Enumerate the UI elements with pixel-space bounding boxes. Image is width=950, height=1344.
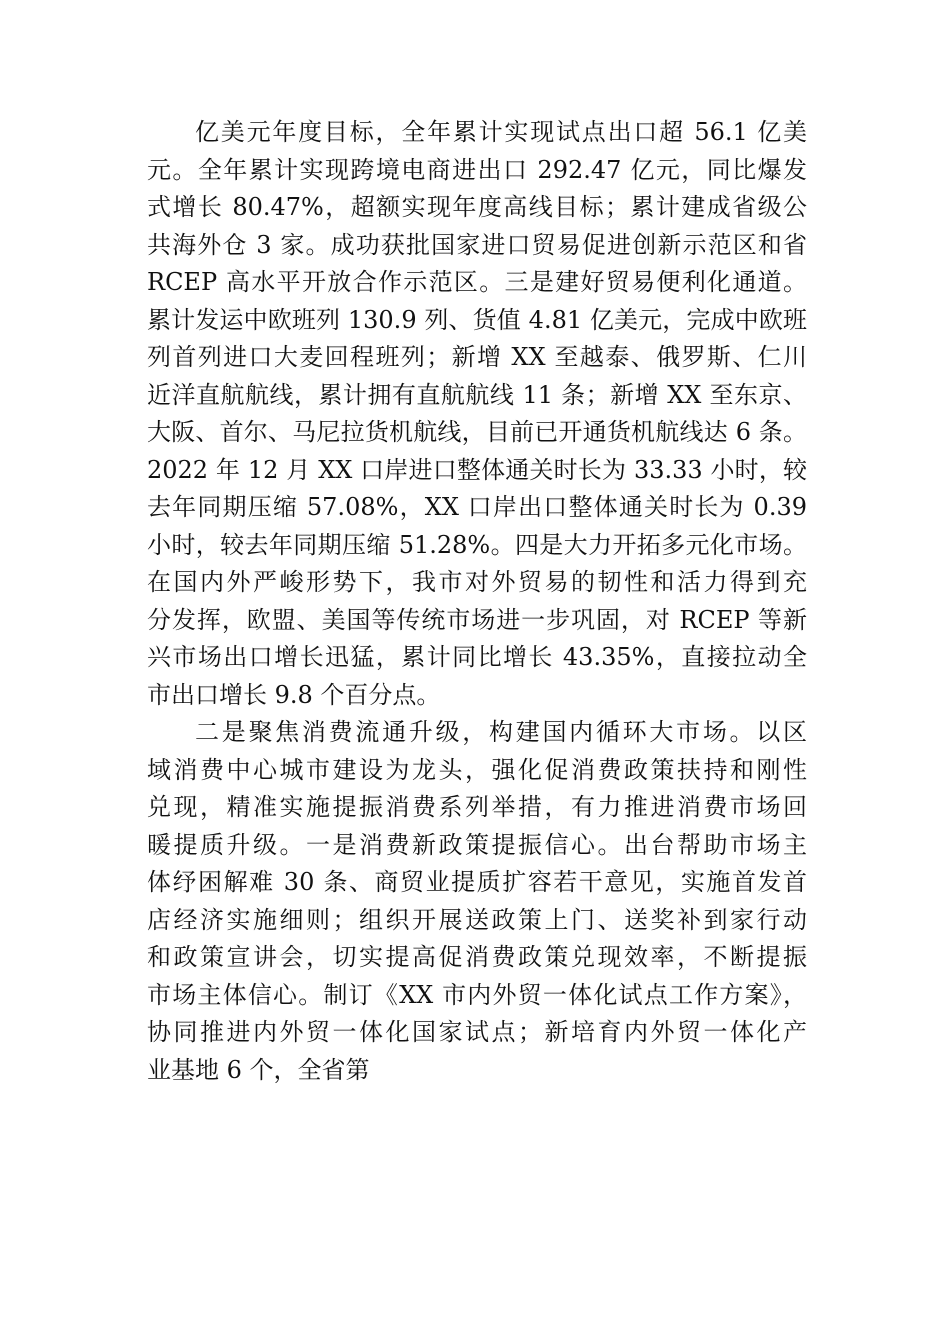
text-line: RCEP 高水平开放合作示范区。三是建好贸易便利化通道。 <box>147 268 807 296</box>
text-line: 累计发运中欧班列 130.9 列、货值 4.81 亿美元，完成中欧班 <box>147 305 807 334</box>
text-line: 列首列进口大麦回程班列；新增 XX 至越泰、俄罗斯、仁川 <box>147 343 807 371</box>
text-line: 兑现，精准实施提振消费系列举措，有力推进消费市场回 <box>147 793 807 821</box>
text-line: 协同推进内外贸一体化国家试点；新培育内外贸一体化产 <box>147 1018 807 1046</box>
text-line: 店经济实施细则；组织开展送政策上门、送奖补到家行动 <box>147 905 807 934</box>
text-line: 域消费中心城市建设为龙头，强化促消费政策扶持和刚性 <box>147 755 807 784</box>
text-line: 共海外仓 3 家。成功获批国家进口贸易促进创新示范区和省 <box>147 230 807 259</box>
text-line: 业基地 6 个，全省第 <box>147 1055 370 1084</box>
text-line: 元。全年累计实现跨境电商进出口 292.47 亿元，同比爆发 <box>147 155 807 184</box>
paragraph-foreign-trade <box>147 114 807 714</box>
text-line: 体纾困解难 30 条、商贸业提质扩容若干意见，实施首发首 <box>147 868 807 896</box>
paragraph-consumption <box>147 714 807 1089</box>
text-line: 兴市场出口增长迅猛，累计同比增长 43.35%，直接拉动全 <box>147 643 807 671</box>
text-line: 市出口增长 9.8 个百分点。 <box>147 680 441 709</box>
text-line: 近洋直航航线，累计拥有直航航线 11 条；新增 XX 至东京、 <box>147 380 807 409</box>
text-line: 二是聚焦消费流通升级，构建国内循环大市场。以区 <box>195 718 807 746</box>
text-line: 暖提质升级。一是消费新政策提振信心。出台帮助市场主 <box>147 830 807 859</box>
text-line: 亿美元年度目标，全年累计实现试点出口超 56.1 亿美 <box>195 118 807 146</box>
text-line: 去年同期压缩 57.08%，XX 口岸出口整体通关时长为 0.39 <box>147 493 807 521</box>
body-text <box>147 114 807 1089</box>
text-line: 在国内外严峻形势下，我市对外贸易的韧性和活力得到充 <box>147 568 807 596</box>
text-line: 和政策宣讲会，切实提高促消费政策兑现效率，不断提振 <box>147 943 807 971</box>
text-line: 市场主体信心。制订《XX 市内外贸一体化试点工作方案》， <box>147 980 807 1009</box>
text-line: 分发挥，欧盟、美国等传统市场进一步巩固，对 RCEP 等新 <box>147 605 807 634</box>
text-line: 大阪、首尔、马尼拉货机航线，目前已开通货机航线达 6 条。 <box>147 418 807 446</box>
text-line: 式增长 80.47%，超额实现年度高线目标；累计建成省级公 <box>147 193 807 221</box>
text-line: 2022 年 12 月 XX 口岸进口整体通关时长为 33.33 小时，较 <box>147 455 807 484</box>
text-line: 小时，较去年同期压缩 51.28%。四是大力开拓多元化市场。 <box>147 530 807 559</box>
